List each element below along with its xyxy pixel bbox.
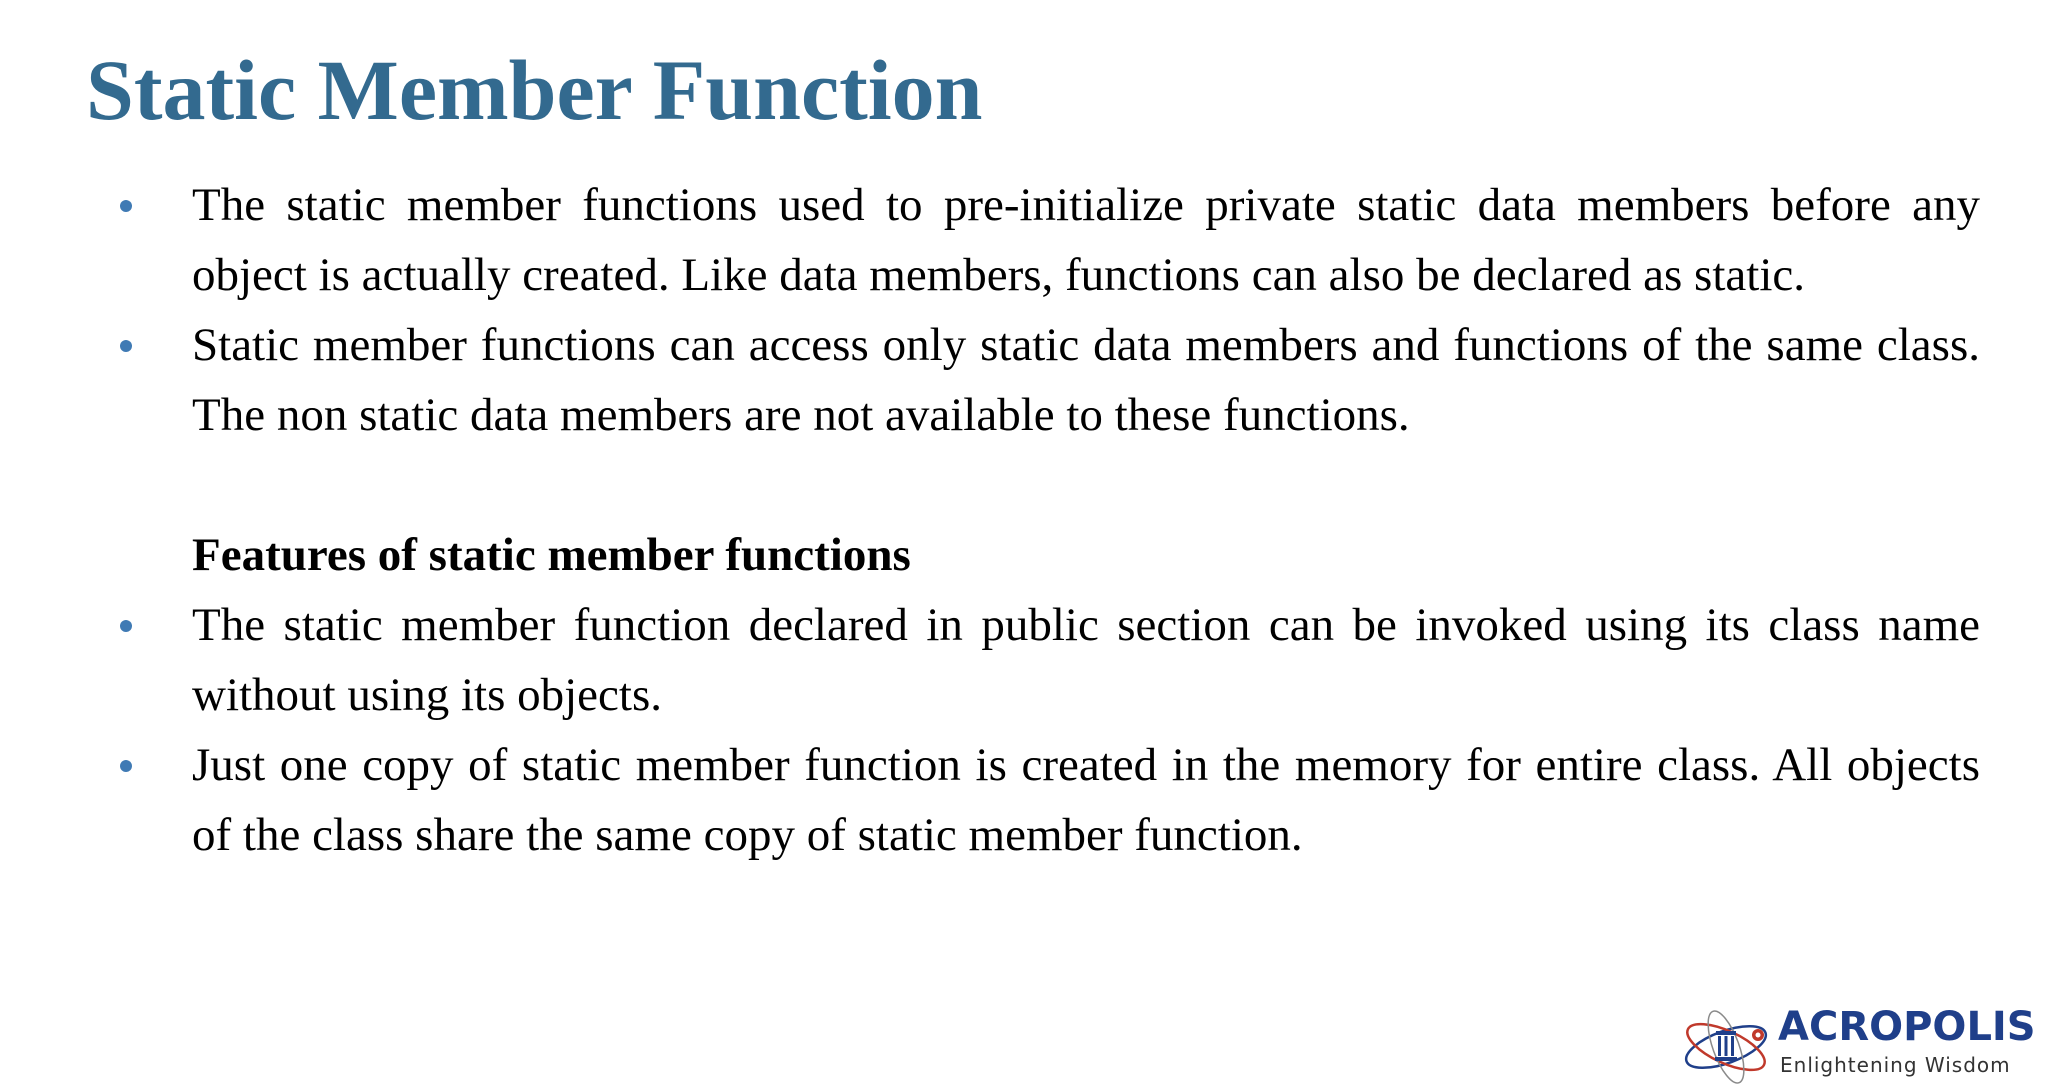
bullet-dot-icon: [120, 760, 132, 772]
bullet-dot-icon: [120, 340, 132, 352]
section-heading: Features of static member functions: [192, 529, 911, 581]
bullet-text: The static member functions used to pre-initialize private static data members before any object is actually created. Like data members, functions can also be declared as static.: [192, 179, 1980, 301]
bullet-text: The static member function declared in public section can be invoked using its class name without using its objects.: [192, 599, 1980, 721]
bullet-dot-icon: [120, 200, 132, 212]
spacer: [110, 450, 1980, 520]
atom-column-icon: [1680, 1005, 1790, 1085]
acropolis-logo: [1680, 999, 2036, 1085]
slide-title: Static Member Function: [86, 42, 983, 138]
bullet-text: Static member functions can access only static data members and functions of the same class. The non static data members are not available to these functions.: [192, 319, 1980, 441]
bullet-item: [110, 310, 1980, 450]
bullet-item: [110, 590, 1980, 730]
bullet-text: Just one copy of static member function is created in the memory for entire class. All objects of the class share the same copy of static member function.: [192, 739, 1980, 861]
bullet-dot-icon: [120, 620, 132, 632]
logo-tagline: Enlightening Wisdom: [1780, 1053, 2011, 1077]
logo-name: ACROPOLIS: [1778, 1004, 2036, 1050]
slide-content: [110, 170, 1980, 870]
bullet-item: [110, 170, 1980, 310]
bullet-item: [110, 730, 1980, 870]
